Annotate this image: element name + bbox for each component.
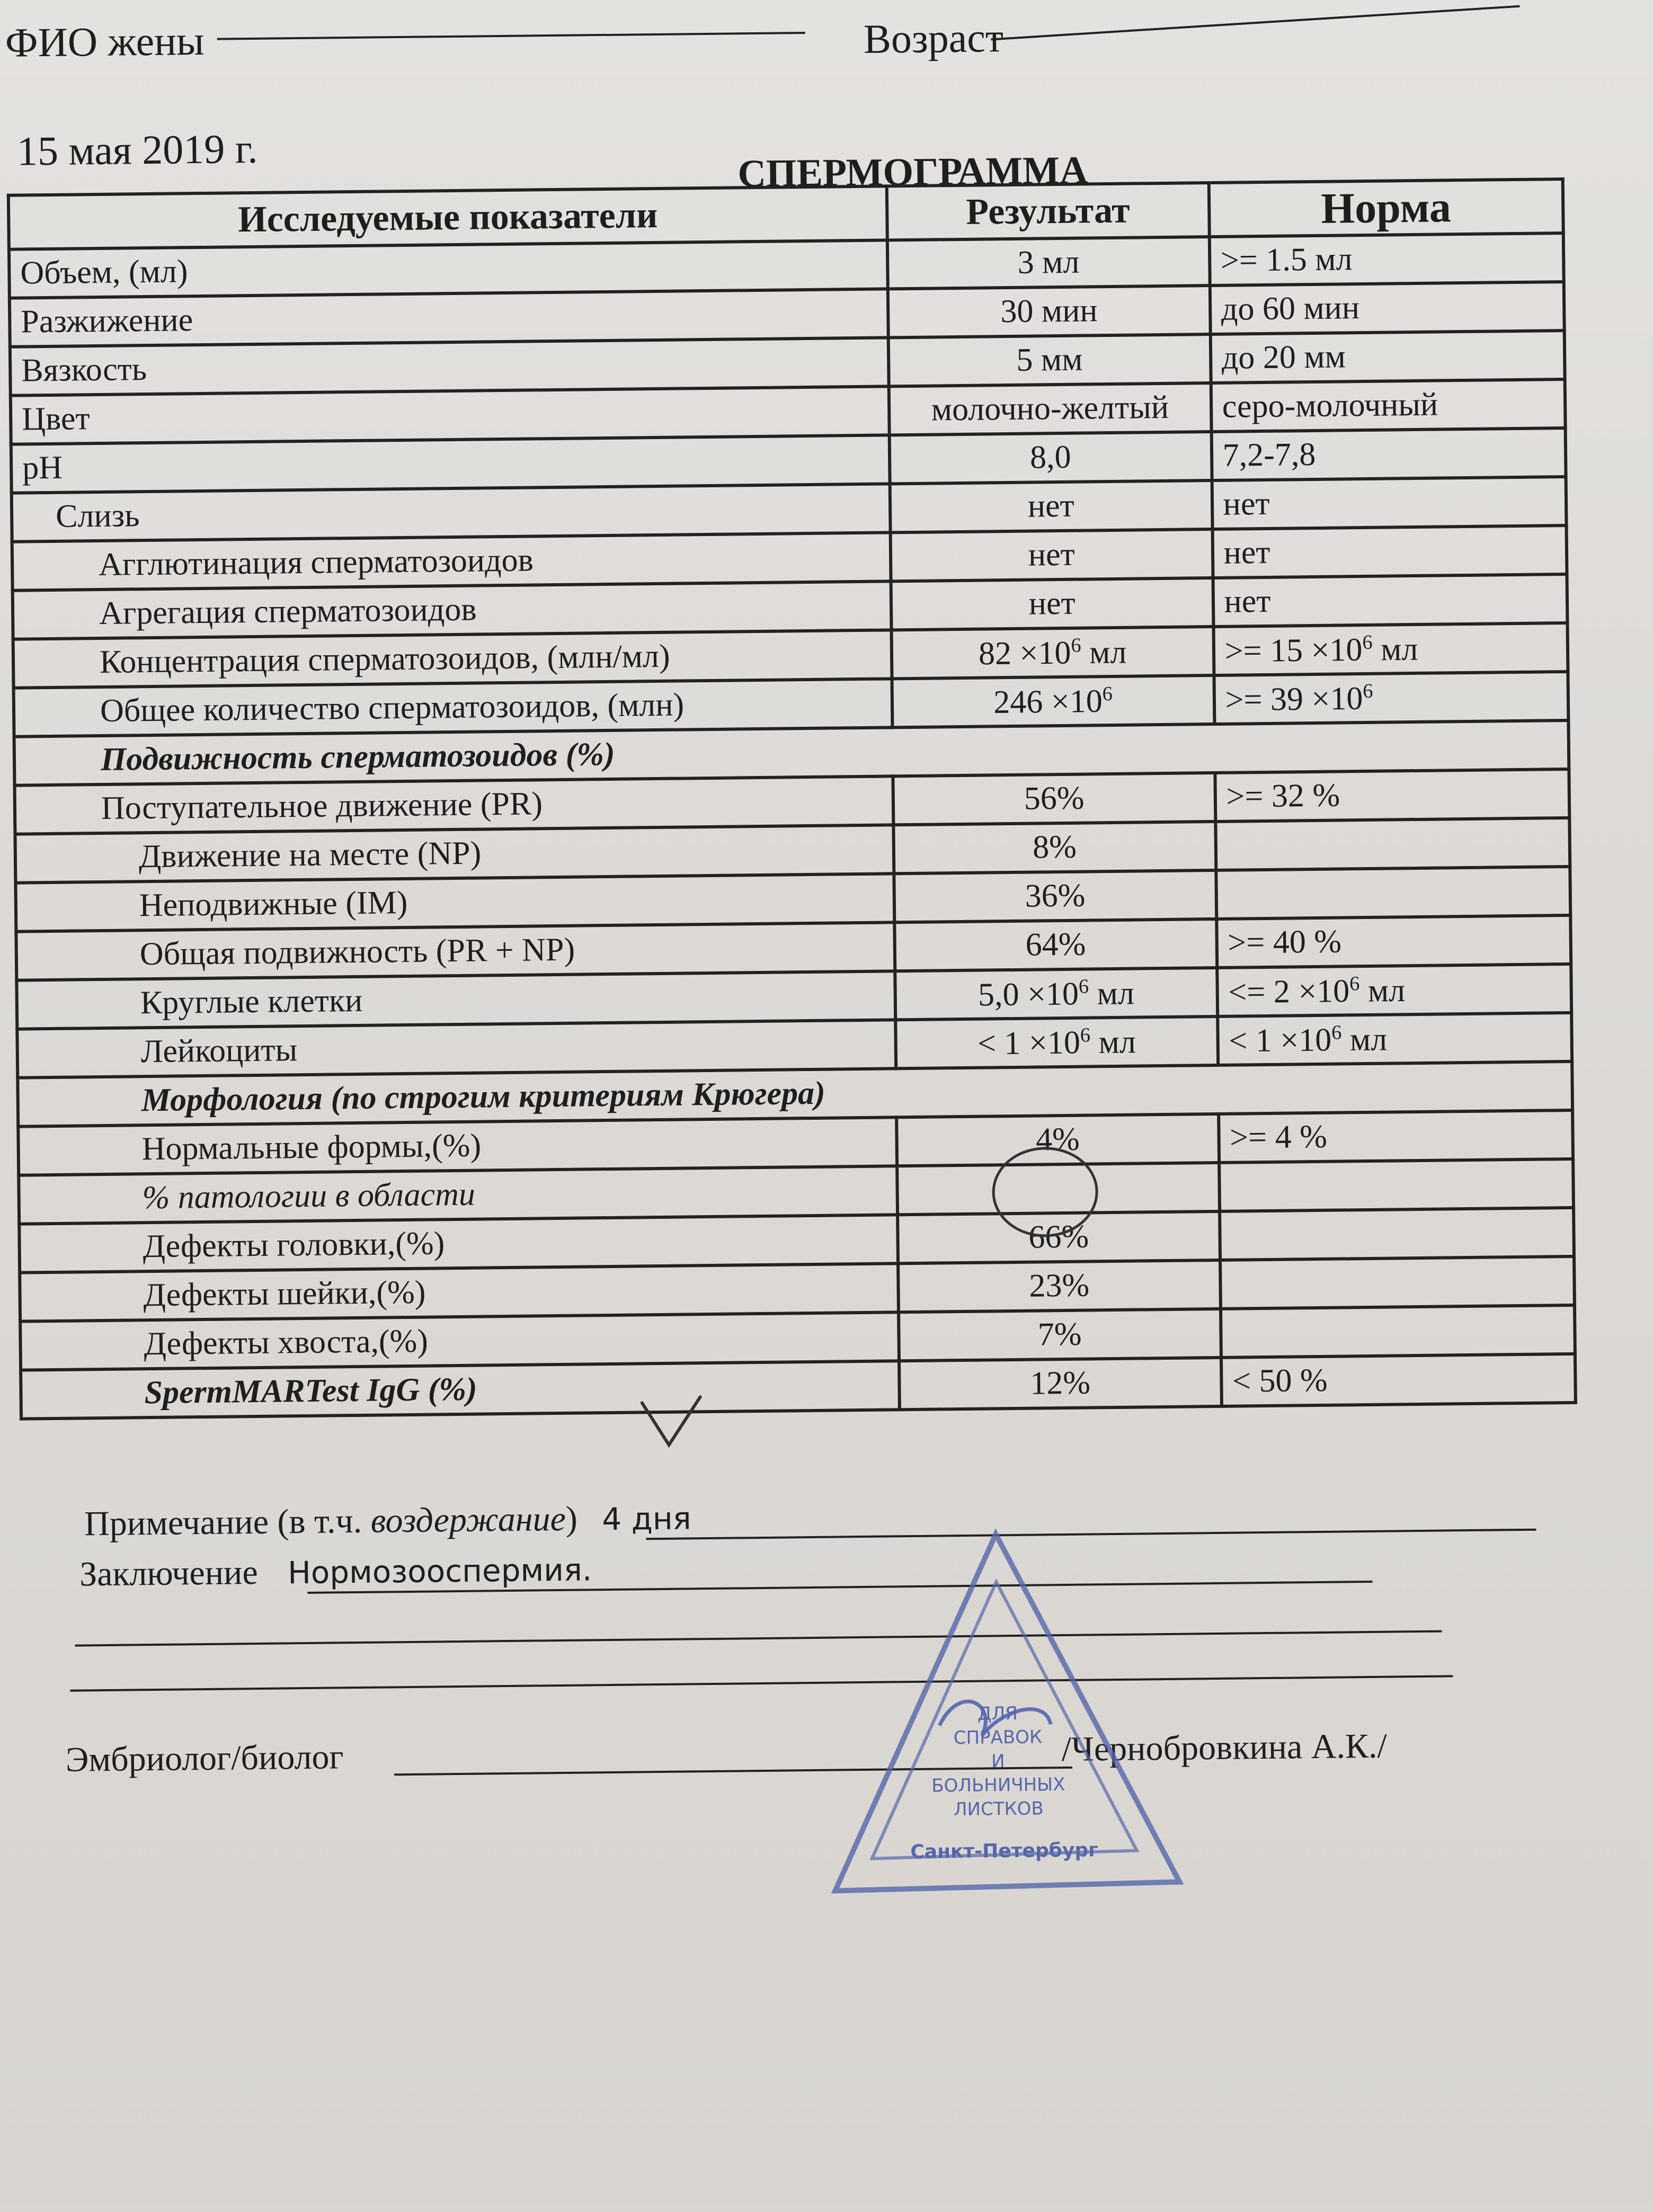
row-result: 36% [894,870,1216,922]
embryologist-name: /Чернобровкина А.К./ [1061,1726,1388,1769]
row-label: Движение на месте (NP) [15,825,894,882]
note-label-italic: воздержание [370,1499,566,1540]
row-label: Общее количество сперматозоидов, (млн) [14,679,893,736]
norm-unit: мл [1372,631,1418,668]
row-result: 66% [897,1211,1220,1263]
norm-base: >= 15 ×10 [1224,631,1363,670]
stamp-line-1: ДЛЯ [977,1702,1018,1725]
row-label: Слизь [12,484,891,541]
norm-unit: мл [1359,972,1406,1009]
norm-exponent: 6 [1362,631,1373,654]
row-label: pH [11,435,890,493]
row-result: 64% [894,919,1217,971]
row-norm: >= 32 % [1215,769,1569,822]
norm-base: <= 2 ×10 [1228,973,1350,1011]
row-result: 7% [899,1309,1221,1361]
embryologist-label: Эмбриолог/биолог [65,1737,344,1779]
stamp-line-4: БОЛЬНИЧНЫХ [931,1774,1065,1797]
document-date: 15 мая 2019 г. [16,125,258,174]
conclusion-label: Заключение [79,1553,259,1594]
row-norm [1217,964,1571,1016]
check-mark-icon [639,1394,704,1453]
note-label-end: ) [565,1499,578,1538]
result-unit: мл [1081,634,1127,671]
morphology-section-heading: Морфология (по строгим критериям Крюгера) [17,1062,1572,1127]
row-result [892,675,1214,727]
row-label: Неподвижные (IM) [15,873,894,931]
result-base: 82 ×10 [978,635,1071,672]
row-result: 8,0 [889,432,1212,484]
row-label: Нормальные формы,(%) [18,1117,897,1175]
age-line [991,5,1519,41]
result-base: 246 ×10 [993,683,1103,720]
note-value: 4 дня [601,1500,691,1538]
row-result: 8% [893,822,1216,873]
row-result: 3 мл [887,237,1210,289]
stamp-icon [821,1522,1190,1907]
row-norm: до 20 мм [1210,331,1565,383]
result-base: < 1 ×10 [977,1024,1081,1062]
row-label: Поступательное движение (PR) [15,776,894,834]
spermogram-sheet [5,0,1649,2212]
row-label: Дефекты хвоста,(%) [20,1312,899,1370]
row-result: 4% [896,1114,1219,1166]
stamp-line-3: И [991,1751,1005,1772]
row-result [895,1016,1218,1068]
row-norm [1220,1208,1574,1260]
row-norm [1220,1256,1575,1309]
row-label: Концентрация сперматозоидов, (млн/мл) [13,630,892,688]
age-label: Возраст [863,14,1004,62]
row-result: нет [891,578,1213,630]
row-result: нет [890,480,1212,532]
row-label: Вязкость [10,337,889,395]
row-label: Объем, (мл) [9,240,888,298]
norm-exponent: 6 [1349,972,1360,995]
stamp-line-2: СПРАВОК [953,1726,1043,1749]
document-title: СПЕРМОГРАММА [737,148,1088,196]
row-label: Агглютинация сперматозоидов [12,532,891,590]
row-result: 5 мм [888,334,1211,386]
result-exponent: 6 [1071,634,1081,657]
result-exponent: 6 [1078,975,1089,998]
motility-section-heading: Подвижность сперматозоидов (%) [14,720,1569,786]
row-label: Агрегация сперматозоидов [13,581,892,639]
column-header-result: Результат [887,183,1210,240]
row-result: 30 мин [888,286,1211,337]
row-norm: >= 1.5 мл [1209,233,1563,286]
result-exponent: 6 [1102,682,1113,705]
row-label: Дефекты шейки,(%) [20,1263,899,1321]
norm-base: < 1 ×10 [1228,1021,1332,1059]
row-norm: нет [1212,525,1567,578]
row-label: SpermMARTest IgG (%) [21,1361,900,1419]
row-norm [1216,867,1570,919]
note-label: Примечание (в т.ч. [84,1501,371,1544]
row-label: Круглые клетки [16,971,895,1029]
result-unit: мл [1090,1023,1136,1060]
stamp-city: Санкт-Петербург [910,1839,1099,1863]
row-result: 12% [899,1358,1222,1410]
triangle-stamp [821,1522,1190,1907]
norm-exponent: 6 [1363,680,1373,702]
row-label: Разжижение [10,289,888,346]
row-label: Лейкоциты [17,1020,896,1077]
row-norm: нет [1213,574,1567,627]
row-norm [1215,818,1570,870]
row-label: Общая подвижность (PR + NP) [16,922,895,980]
note-line [84,1497,691,1544]
wife-name-line [217,32,805,40]
row-result: 56% [893,773,1215,825]
row-norm: до 60 мин [1210,282,1564,334]
row-norm: нет [1212,477,1566,529]
row-label: Дефекты головки,(%) [19,1215,898,1272]
row-norm: 7,2-7,8 [1211,428,1566,480]
blank-line-1 [75,1630,1442,1647]
row-result [891,627,1214,679]
norm-unit: мл [1341,1021,1388,1058]
row-norm [1213,623,1568,675]
row-norm [1214,672,1568,724]
column-header-norm: Норма [1208,179,1563,237]
conclusion-line [79,1549,592,1594]
row-result [895,968,1217,1020]
row-norm [1217,1013,1572,1065]
blank-line-2 [70,1675,1453,1691]
row-label: % патологии в области [19,1166,897,1224]
result-exponent: 6 [1080,1024,1091,1047]
result-base: 5,0 ×10 [977,975,1079,1013]
row-norm [1221,1305,1575,1358]
row-result: молочно-желтый [889,383,1212,435]
norm-exponent: 6 [1331,1021,1342,1044]
row-norm: < 50 % [1221,1354,1576,1406]
row-result: нет [890,529,1213,581]
row-norm: >= 4 % [1219,1110,1573,1163]
norm-base: >= 39 ×10 [1225,680,1363,718]
spermogram-table [7,177,1577,1421]
stamp-line-5: ЛИСТКОВ [953,1798,1044,1821]
row-label: Цвет [11,386,890,444]
conclusion-value: Нормозооспермия. [287,1551,592,1591]
row-result: 23% [898,1260,1221,1312]
wife-name-label: ФИО жены [5,17,205,66]
row-norm [1219,1159,1574,1211]
result-unit: мл [1088,975,1135,1012]
column-header-parameters: Исследуемые показатели [8,186,887,249]
row-norm: серо-молочный [1211,379,1565,432]
row-norm: >= 40 % [1216,915,1571,968]
